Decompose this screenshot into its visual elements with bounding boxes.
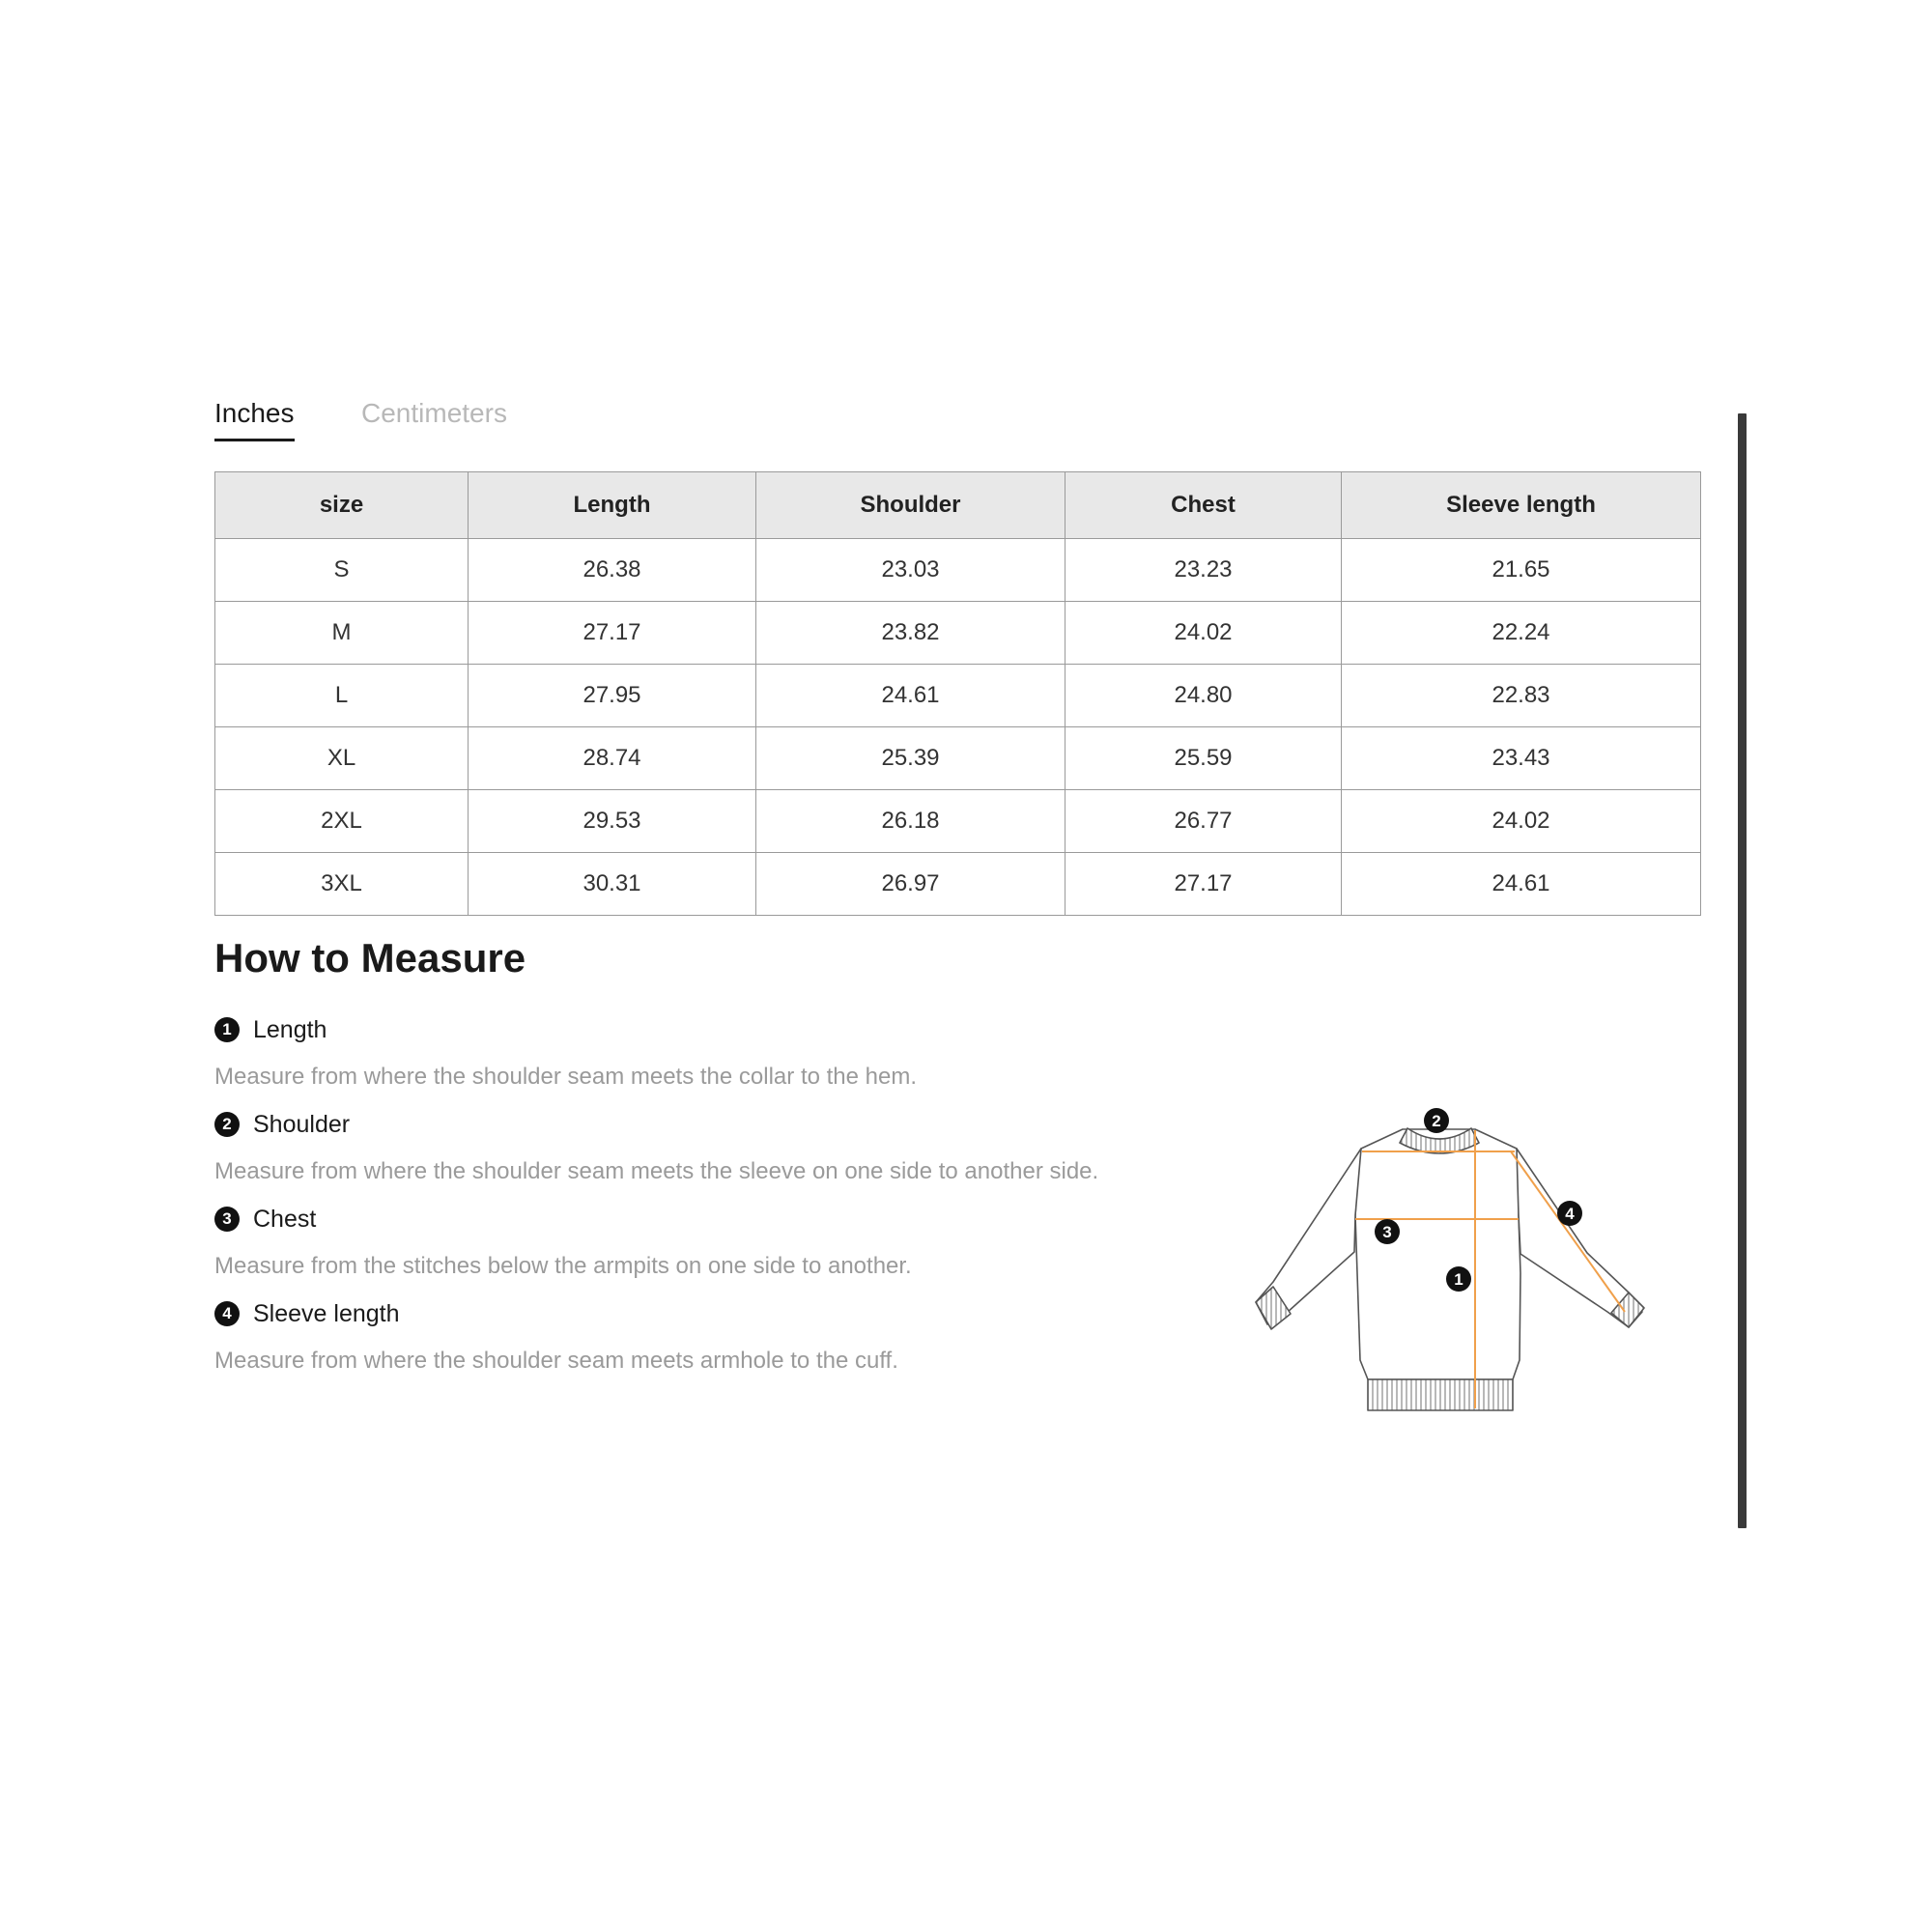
table-cell: 2XL (215, 790, 469, 853)
measure-item-length (214, 1010, 1161, 1105)
table-cell: 24.80 (1065, 665, 1342, 727)
table-row (215, 853, 1701, 916)
table-row (215, 665, 1701, 727)
table-cell: 22.24 (1342, 602, 1701, 665)
sweater-hem (1368, 1379, 1513, 1410)
measure-description: Measure from where the shoulder seam meets the collar to the hem. (214, 1064, 918, 1090)
table-cell: 26.77 (1065, 790, 1342, 853)
svg-text:4: 4 (1565, 1205, 1575, 1223)
scrollbar[interactable] (1738, 413, 1747, 1528)
table-cell: 23.43 (1342, 727, 1701, 790)
header-chest: Chest (1065, 472, 1342, 539)
header-length: Length (469, 472, 756, 539)
measure-item-chest (214, 1200, 1161, 1294)
table-header-row (215, 472, 1701, 539)
size-guide-panel (203, 398, 1739, 1528)
size-table (214, 471, 1701, 916)
svg-text:3: 3 (1382, 1223, 1392, 1241)
measure-name: Sleeve length (253, 1299, 400, 1327)
measure-name: Shoulder (253, 1110, 351, 1138)
measure-item-shoulder (214, 1105, 1161, 1200)
sweater-diagram-icon (1208, 1070, 1710, 1466)
table-cell: XL (215, 727, 469, 790)
table-row (215, 539, 1701, 602)
table-cell: 27.17 (1065, 853, 1342, 916)
table-cell: 24.61 (1342, 853, 1701, 916)
number-2-badge: 2 (214, 1112, 240, 1137)
measure-description: Measure from the stitches below the armpits on one side to another. (214, 1253, 912, 1279)
table-cell: 25.59 (1065, 727, 1342, 790)
table-cell: L (215, 665, 469, 727)
marker-4 (1557, 1201, 1582, 1226)
svg-text:1: 1 (1454, 1270, 1463, 1289)
measure-item-sleeve-length (214, 1294, 1161, 1389)
header-sleeve-length: Sleeve length (1342, 472, 1701, 539)
svg-text:2: 2 (1432, 1112, 1441, 1130)
sweater-body (1355, 1129, 1521, 1379)
measure-description: Measure from where the shoulder seam meets armhole to the cuff. (214, 1348, 898, 1374)
table-cell: 3XL (215, 853, 469, 916)
table-cell: 26.38 (469, 539, 756, 602)
table-cell: 30.31 (469, 853, 756, 916)
measure-name: Length (253, 1015, 327, 1043)
table-cell: 24.61 (756, 665, 1065, 727)
table-cell: S (215, 539, 469, 602)
table-cell: M (215, 602, 469, 665)
measure-list (214, 1010, 1161, 1389)
measure-name: Chest (253, 1205, 317, 1233)
tab-centimeters[interactable]: Centimeters (361, 398, 507, 428)
table-cell: 22.83 (1342, 665, 1701, 727)
table-cell: 28.74 (469, 727, 756, 790)
marker-1 (1446, 1266, 1471, 1292)
number-3-badge: 3 (214, 1207, 240, 1232)
number-4-badge: 4 (214, 1301, 240, 1326)
table-cell: 25.39 (756, 727, 1065, 790)
table-cell: 23.23 (1065, 539, 1342, 602)
how-to-measure-title: How to Measure (214, 935, 526, 980)
table-row (215, 602, 1701, 665)
table-cell: 24.02 (1065, 602, 1342, 665)
table-cell: 26.97 (756, 853, 1065, 916)
header-shoulder: Shoulder (756, 472, 1065, 539)
table-cell: 21.65 (1342, 539, 1701, 602)
table-cell: 29.53 (469, 790, 756, 853)
number-1-badge: 1 (214, 1017, 240, 1042)
header-size: size (215, 472, 469, 539)
table-cell: 27.17 (469, 602, 756, 665)
table-row (215, 790, 1701, 853)
marker-3 (1375, 1219, 1400, 1244)
table-cell: 27.95 (469, 665, 756, 727)
table-row (215, 727, 1701, 790)
table-cell: 23.03 (756, 539, 1065, 602)
table-cell: 24.02 (1342, 790, 1701, 853)
marker-2 (1424, 1108, 1449, 1133)
table-cell: 26.18 (756, 790, 1065, 853)
table-cell: 23.82 (756, 602, 1065, 665)
measure-description: Measure from where the shoulder seam meets the sleeve on one side to another side. (214, 1158, 1099, 1184)
tab-inches[interactable]: Inches (214, 392, 295, 441)
